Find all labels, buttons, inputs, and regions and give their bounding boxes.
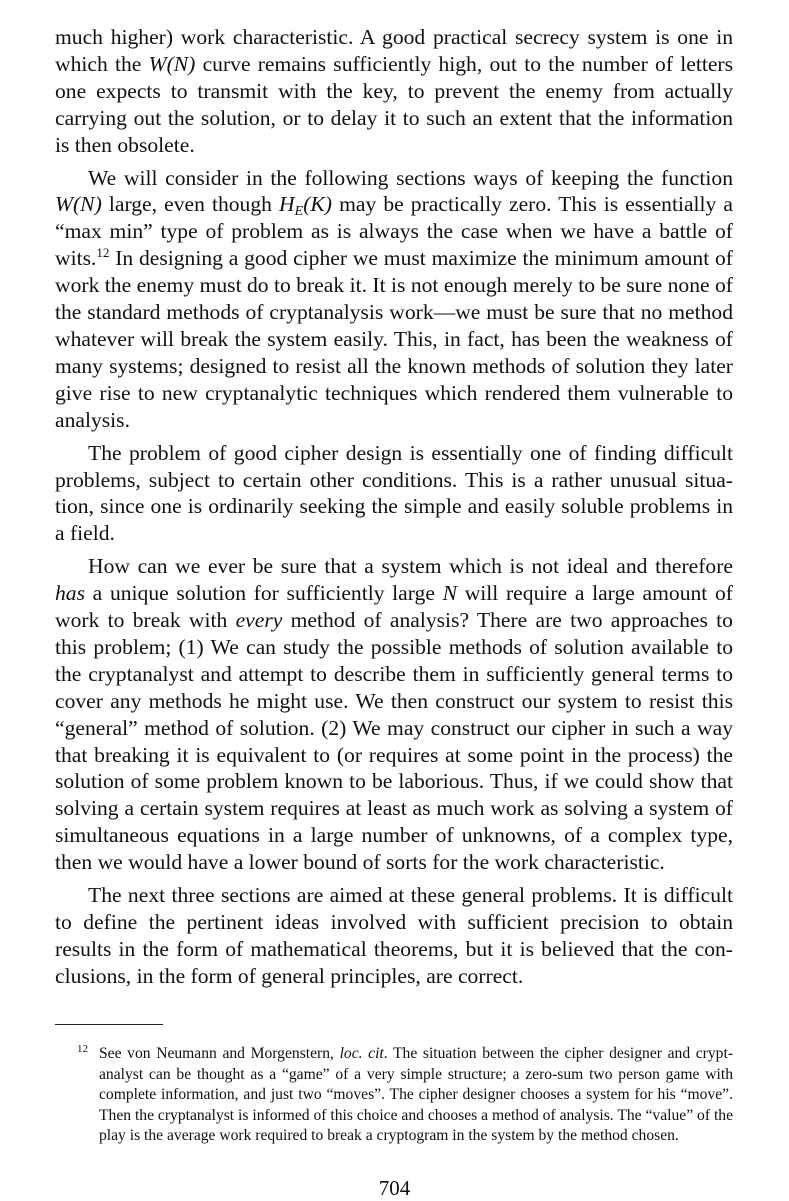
math-work-function: W(N): [55, 192, 102, 217]
page-number: 704: [378, 1176, 411, 1200]
paragraph-1: [55, 24, 733, 159]
paragraph-5: [55, 882, 733, 990]
text-run: will require a large amount of work to break with: [55, 581, 733, 633]
text-run: method of analysis? There are two approaches to this problem; (1) We can study the possible methods of solution available to the cryptanalyst and attempt to describe them in sufficiently general terms to cover any methods he might use. We then construct our system to resist this “general” method of solution. (2) We may construct our cipher in such a way that breaking it is equivalent to (or requires at some point in the process) the solution of some problem known to be laborious. Thus, if we could show that solving a certain system requires at least as much work as solving a system of simultaneous equations in a large number of unknowns, of a complex type, then we would have a lower bound of sorts for the work characteristic.: [55, 608, 733, 875]
text-run: The next three sections are aimed at these general problems. It is difficult to define the pertinent ideas involved with sufficient precision to obtain results in the form of mathematical theorems, but it is believed that the conclusions, in the form of general principles, are correct.: [55, 883, 733, 988]
text-run: We will consider in the following sections ways of keeping the function: [88, 165, 733, 190]
text-run: How can we ever be sure that a system which is not ideal and therefore: [88, 554, 733, 579]
footnote-text: . The situation between the cipher designer and cryptanalyst can be thought as a “game” of a very simple structure; a zero-sum two person game with complete information, and just two “moves”. The cipher designer chooses a system for his “move”. Then the cryptanalyst is informed of this choice and chooses a method of analysis. The “value” of the play is the average work required to break a cryptogram in the system by the method chosen.: [99, 1045, 734, 1145]
paragraph-2: [55, 165, 733, 434]
math-work-function: W(N): [148, 51, 196, 76]
footnote-divider: [55, 1024, 163, 1025]
text-run: The problem of good cipher design is essentially one of finding difficult problems, subject to certain other conditions. This is a rather unusual situation, since one is ordinarily seeking the simple and easily soluble problems in a field.: [55, 440, 733, 546]
text-run: large, even though: [101, 192, 280, 217]
math-entropy-argument: (K): [303, 192, 332, 217]
text-run: a unique solution for sufficiently large: [85, 581, 443, 606]
math-entropy-symbol: H: [279, 192, 295, 217]
footnote-emphasis: loc. cit: [339, 1045, 384, 1062]
math-entropy-subscript: E: [294, 204, 304, 220]
footnote-reference[interactable]: 12: [96, 245, 110, 261]
text-run: In designing a good cipher we must maximize the minimum amount of work the enemy must do to break it. It is not enough merely to be sure none of the standard methods of cryptanalysis work—we must be sure that no method whatever will break the system easily. This, in fact, has been the weakness of many systems; designed to resist all the known methods of solution they later give rise to new cryptanalytic techniques which rendered them vulnerable to analysis.: [55, 246, 733, 432]
emphasis-has: has: [55, 581, 85, 606]
footnote-12: 12 See von Neumann and Morgenstern, loc. cit. The situation between the cipher designer and cryptanalyst can be thought as a “game” of a very simple structure; a zero-sum two person game with complete information, and just two “moves”. The cipher designer chooses a system for his “move”. Then the cryptanalyst is informed of this choice and chooses a method of analysis. The “value” of the play is the average work required to break a cryptogram in the system by the method chosen.: [77, 1043, 734, 1145]
paragraph-4: [55, 553, 733, 876]
paragraph-3: [55, 440, 733, 548]
text-run: much higher) work characteristic. A good practical secrecy system is one in which the: [55, 25, 733, 76]
footnote-text: See von Neumann and Morgenstern,: [99, 1045, 340, 1062]
math-n: N: [442, 581, 458, 606]
text-run: may be practically zero. This is essentially a “max min” type of problem as is always the case when we have a battle of wits.: [55, 192, 733, 271]
text-run: curve remains sufficiently high, out to the number of letters one expects to transmit with the key, to prevent the enemy from actually carrying out the solution, or to delay it to such an extent that the information is then obsolete.: [55, 51, 733, 157]
page-body: [55, 24, 733, 990]
emphasis-every: every: [235, 608, 283, 633]
